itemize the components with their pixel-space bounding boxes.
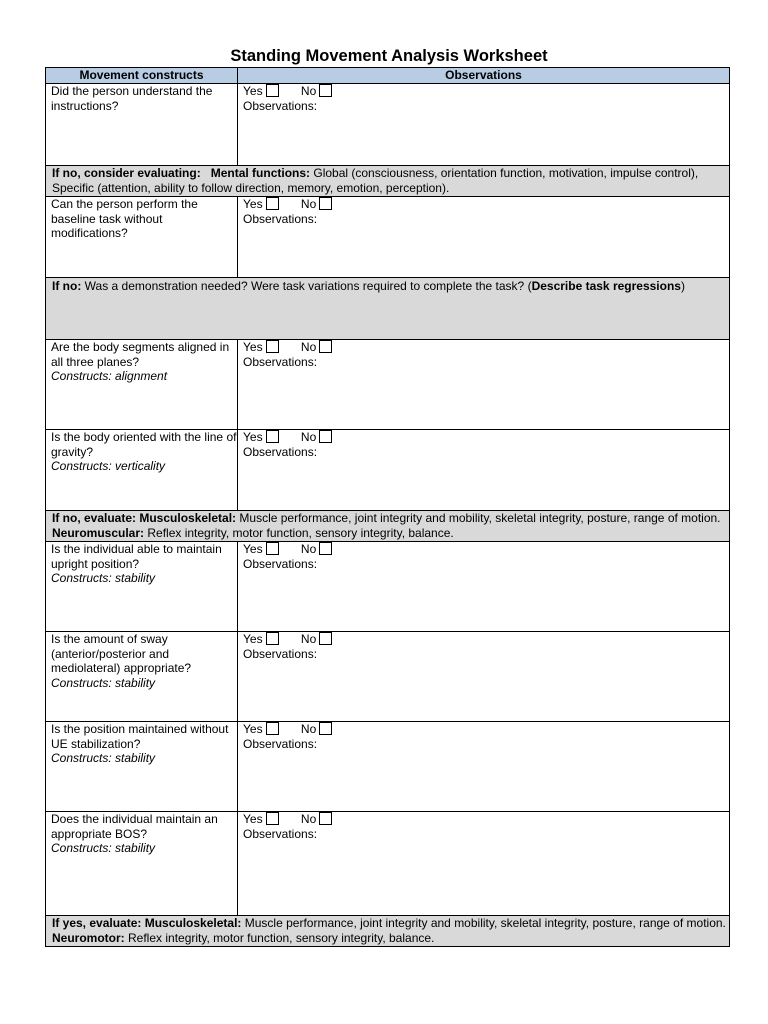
note-row	[46, 511, 730, 542]
yes-checkbox[interactable]	[266, 632, 279, 645]
note-cell	[46, 278, 730, 340]
no-label: No	[300, 722, 317, 736]
yes-label: Yes	[243, 722, 263, 736]
worksheet-table	[45, 67, 730, 947]
yes-no-line	[243, 84, 729, 99]
note-cell	[46, 511, 730, 542]
question-cell	[46, 197, 238, 278]
note-text: Global (consciousness, orientation function, motivation, impulse control), Specific (attention, ability to follow direction, memory, emotion, perception).	[52, 166, 699, 195]
construct-label: Constructs: stability	[51, 675, 156, 690]
yes-checkbox[interactable]	[266, 430, 279, 443]
no-checkbox[interactable]	[319, 340, 332, 353]
construct-label: Constructs: stability	[51, 751, 156, 765]
question-text: Is the position maintained without UE stabilization?	[51, 722, 229, 751]
note-end: )	[680, 279, 685, 293]
question-row	[46, 632, 730, 722]
observations-label: Observations:	[243, 98, 318, 113]
yes-checkbox[interactable]	[266, 340, 279, 353]
question-text: Is the amount of sway (anterior/posterior and mediolateral) appropriate?	[51, 632, 192, 675]
yes-checkbox[interactable]	[266, 542, 279, 555]
yes-label: Yes	[243, 632, 263, 646]
yes-no-line	[243, 812, 729, 827]
question-cell	[46, 430, 238, 511]
note-bold: Describe task regressions	[531, 279, 681, 293]
observations-label: Observations:	[243, 646, 318, 661]
observations-label: Observations:	[243, 444, 318, 459]
no-label: No	[300, 84, 317, 98]
yes-label: Yes	[243, 430, 263, 444]
no-checkbox[interactable]	[319, 197, 332, 210]
question-cell	[46, 812, 238, 916]
yes-no-line	[243, 632, 729, 647]
question-row	[46, 812, 730, 916]
observations-label: Observations:	[243, 826, 318, 841]
question-text: Did the person understand the instructions?	[51, 84, 213, 113]
note-text: Muscle performance, joint integrity and mobility, skeletal integrity, posture, range of motion.	[241, 916, 726, 930]
no-checkbox[interactable]	[319, 84, 332, 97]
question-row	[46, 722, 730, 812]
note-text: Was a demonstration needed? Were task variations required to complete the task? (	[81, 279, 532, 293]
note-lead: If no:	[52, 279, 82, 293]
no-label: No	[300, 430, 317, 444]
question-cell	[46, 632, 238, 722]
yes-label: Yes	[243, 812, 263, 826]
question-row	[46, 542, 730, 632]
note-row	[46, 916, 730, 947]
question-cell	[46, 722, 238, 812]
note-bold: Neuromuscular:	[52, 525, 145, 540]
note-row	[46, 278, 730, 340]
observation-cell[interactable]	[238, 430, 730, 511]
question-text: Are the body segments aligned in all three planes?	[51, 340, 230, 369]
question-cell	[46, 340, 238, 430]
yes-no-line	[243, 197, 729, 212]
yes-label: Yes	[243, 197, 263, 211]
no-label: No	[300, 197, 317, 211]
note-cell	[46, 916, 730, 947]
no-label: No	[300, 542, 317, 556]
observation-cell[interactable]	[238, 542, 730, 632]
yes-label: Yes	[243, 542, 263, 556]
observation-cell[interactable]	[238, 722, 730, 812]
worksheet-title: Standing Movement Analysis Worksheet	[230, 47, 548, 65]
note-row	[46, 166, 730, 197]
no-checkbox[interactable]	[319, 542, 332, 555]
observations-label: Observations:	[243, 211, 318, 226]
yes-checkbox[interactable]	[266, 84, 279, 97]
question-row	[46, 197, 730, 278]
note-bold: Mental functions:	[210, 166, 311, 180]
header-observations: Observations	[238, 68, 730, 84]
question-text: Is the individual able to maintain upright position?	[51, 542, 222, 571]
observation-cell[interactable]	[238, 812, 730, 916]
yes-no-line	[243, 722, 729, 737]
yes-checkbox[interactable]	[266, 812, 279, 825]
observation-cell[interactable]	[238, 632, 730, 722]
header-movement-constructs: Movement constructs	[46, 68, 238, 84]
observations-label: Observations:	[243, 736, 318, 751]
yes-checkbox[interactable]	[266, 197, 279, 210]
yes-label: Yes	[243, 340, 263, 354]
question-text: Can the person perform the baseline task without modifications?	[51, 197, 198, 240]
yes-no-line	[243, 430, 729, 445]
question-row	[46, 84, 730, 166]
construct-label: Constructs: stability	[51, 841, 156, 855]
question-row	[46, 430, 730, 511]
note-lead: If no, consider evaluating:	[52, 166, 201, 180]
question-text: Is the body oriented with the line of gravity?	[51, 430, 237, 459]
no-label: No	[300, 340, 317, 354]
no-label: No	[300, 812, 317, 826]
header-row	[46, 68, 730, 84]
no-label: No	[300, 632, 317, 646]
question-cell	[46, 84, 238, 166]
no-checkbox[interactable]	[319, 722, 332, 735]
construct-label: Constructs: alignment	[51, 369, 168, 383]
no-checkbox[interactable]	[319, 812, 332, 825]
yes-checkbox[interactable]	[266, 722, 279, 735]
no-checkbox[interactable]	[319, 632, 332, 645]
observations-label: Observations:	[243, 354, 318, 369]
observation-cell[interactable]	[238, 340, 730, 430]
note-cell	[46, 166, 730, 197]
observation-cell[interactable]	[238, 197, 730, 278]
question-cell	[46, 542, 238, 632]
note-lead: If yes, evaluate: Musculoskeletal:	[52, 916, 242, 930]
question-text: Does the individual maintain an appropriate BOS?	[51, 812, 218, 841]
yes-no-line	[243, 542, 729, 557]
note-text: Reflex integrity, motor function, sensory integrity, balance.	[124, 930, 435, 945]
no-checkbox[interactable]	[319, 430, 332, 443]
yes-label: Yes	[243, 84, 263, 98]
observation-cell[interactable]	[238, 84, 730, 166]
construct-label: Constructs: stability	[51, 571, 156, 585]
yes-no-line	[243, 340, 729, 355]
note-bold: Neuromotor:	[52, 930, 125, 945]
note-text: Reflex integrity, motor function, sensory integrity, balance.	[144, 525, 454, 540]
observations-label: Observations:	[243, 556, 318, 571]
note-lead: If no, evaluate: Musculoskeletal:	[52, 511, 237, 525]
note-text: Muscle performance, joint integrity and mobility, skeletal integrity, posture, range of motion.	[236, 511, 721, 525]
construct-label: Constructs: verticality	[51, 459, 166, 473]
question-row	[46, 340, 730, 430]
